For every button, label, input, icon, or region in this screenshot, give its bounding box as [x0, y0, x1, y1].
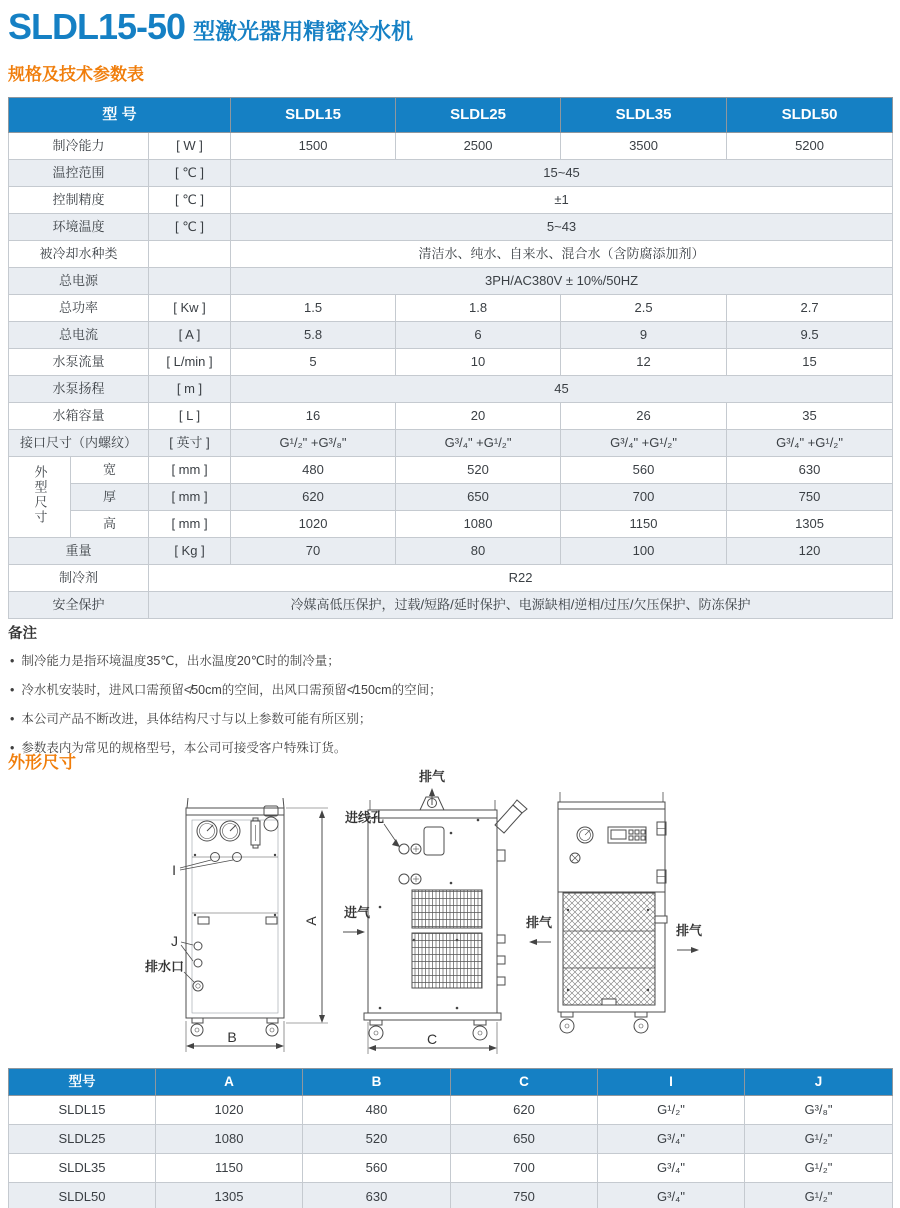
spec-value: 45	[231, 376, 893, 403]
spec-param-name: 水泵扬程	[9, 376, 149, 403]
spec-unit: [ L/min ]	[149, 349, 231, 376]
spec-row	[9, 430, 893, 457]
spec-row	[9, 565, 893, 592]
spec-unit	[149, 268, 231, 295]
spec-unit: [ mm ]	[149, 484, 231, 511]
dim-model: SLDL50	[9, 1183, 156, 1208]
spec-value: 120	[727, 538, 893, 565]
spec-value: ±1	[231, 187, 893, 214]
spec-header-row	[9, 98, 893, 133]
rear-view-drawing	[526, 792, 703, 1033]
spec-value: 6	[396, 322, 561, 349]
dimension-table	[8, 1068, 893, 1208]
spec-value: 1.8	[396, 295, 561, 322]
spec-col-sldl15: SLDL15	[231, 98, 396, 133]
side-dim-c-label: C	[426, 1031, 438, 1047]
spec-unit: [ ℃ ]	[149, 187, 231, 214]
spec-value: 1500	[231, 133, 396, 160]
page-title-suffix: 型激光器用精密冷水机	[193, 19, 414, 44]
spec-param-name: 制冷能力	[9, 133, 149, 160]
spec-param-name: 宽	[71, 457, 149, 484]
dim-value: G¹/₂"	[745, 1125, 893, 1154]
dim-value: 520	[303, 1125, 451, 1154]
side-intake-label: 进气	[343, 905, 371, 920]
spec-value: 1150	[561, 511, 727, 538]
spec-value: 5~43	[231, 214, 893, 241]
dim-col-i: I	[598, 1069, 745, 1096]
spec-value: 9.5	[727, 322, 893, 349]
dim-value: G³/₈"	[745, 1096, 893, 1125]
spec-param-name: 被冷却水种类	[9, 241, 149, 268]
spec-unit: [ L ]	[149, 403, 231, 430]
spec-value: 650	[396, 484, 561, 511]
spec-table	[8, 97, 893, 619]
front-view-drawing	[145, 798, 284, 1052]
spec-row	[9, 511, 893, 538]
spec-unit: [ mm ]	[149, 457, 231, 484]
spec-value: 750	[727, 484, 893, 511]
dim-row	[9, 1154, 893, 1183]
spec-unit: [ mm ]	[149, 511, 231, 538]
spec-row	[9, 322, 893, 349]
spec-row	[9, 160, 893, 187]
spec-param-name: 总功率	[9, 295, 149, 322]
spec-value: G³/₄" +G¹/₂"	[396, 430, 561, 457]
dim-value: G¹/₂"	[598, 1096, 745, 1125]
dim-value: 630	[303, 1183, 451, 1208]
dim-row	[9, 1183, 893, 1208]
spec-param-name: 总电源	[9, 268, 149, 295]
spec-row	[9, 241, 893, 268]
spec-table-body	[9, 133, 893, 619]
spec-value: 5	[231, 349, 396, 376]
spec-section-heading: 规格及技术参数表	[8, 65, 144, 84]
dim-header-row	[9, 1069, 893, 1096]
front-drain-label: 排水口	[144, 959, 184, 974]
dim-value: 1305	[156, 1183, 303, 1208]
dim-value: 700	[451, 1154, 598, 1183]
spec-row	[9, 484, 893, 511]
dim-value: G³/₄"	[598, 1154, 745, 1183]
note-item: • 本公司产品不断改进，具体结构尺寸与以上参数可能有所区别；	[10, 709, 888, 727]
spec-value: 1305	[727, 511, 893, 538]
spec-value: 1080	[396, 511, 561, 538]
spec-row	[9, 295, 893, 322]
dim-value: 620	[451, 1096, 598, 1125]
dim-col-c: C	[451, 1069, 598, 1096]
spec-value: 5.8	[231, 322, 396, 349]
spec-value: 15~45	[231, 160, 893, 187]
dim-value: 750	[451, 1183, 598, 1208]
spec-param-name: 制冷剂	[9, 565, 149, 592]
dim-col-model: 型号	[9, 1069, 156, 1096]
spec-value: 480	[231, 457, 396, 484]
spec-row	[9, 403, 893, 430]
dim-row	[9, 1096, 893, 1125]
spec-param-name: 厚	[71, 484, 149, 511]
spec-value: G³/₄" +G¹/₂"	[561, 430, 727, 457]
front-port-i-label: I	[172, 862, 176, 878]
spec-param-name: 控制精度	[9, 187, 149, 214]
dim-model: SLDL15	[9, 1096, 156, 1125]
spec-unit: [ Kg ]	[149, 538, 231, 565]
spec-value: 20	[396, 403, 561, 430]
spec-unit: [ m ]	[149, 376, 231, 403]
note-item: • 冷水机安装时，进风口需预留≮50cm的空间，出风口需预留≮150cm的空间；	[10, 680, 888, 698]
spec-value: 12	[561, 349, 727, 376]
dim-table-body	[9, 1096, 893, 1208]
spec-param-name: 高	[71, 511, 149, 538]
front-dim-b-label: B	[227, 1029, 237, 1045]
spec-value: 520	[396, 457, 561, 484]
dim-value: G³/₄"	[598, 1125, 745, 1154]
dim-value: G¹/₂"	[745, 1154, 893, 1183]
spec-value: 2.5	[561, 295, 727, 322]
side-exhaust-label: 排气	[418, 769, 446, 784]
spec-value: 清洁水、纯水、自来水、混合水（含防腐添加剂）	[231, 241, 893, 268]
dim-value: 1020	[156, 1096, 303, 1125]
spec-value: 10	[396, 349, 561, 376]
spec-row	[9, 592, 893, 619]
page-title	[8, 6, 413, 48]
dim-value: 1150	[156, 1154, 303, 1183]
spec-value: 3PH/AC380V ± 10%/50HZ	[231, 268, 893, 295]
dim-row	[9, 1125, 893, 1154]
dim-model: SLDL25	[9, 1125, 156, 1154]
spec-param-name: 环境温度	[9, 214, 149, 241]
front-port-j-label: J	[171, 933, 178, 949]
dim-value: G³/₄"	[598, 1183, 745, 1208]
spec-value: 80	[396, 538, 561, 565]
dim-value: 560	[303, 1154, 451, 1183]
spec-row	[9, 187, 893, 214]
page-title-model: SLDL15-50	[8, 6, 186, 47]
notes-heading: 备注	[8, 626, 37, 642]
note-item: • 制冷能力是指环境温度35℃，出水温度20℃时的制冷量；	[10, 651, 888, 669]
spec-value: R22	[149, 565, 893, 592]
dim-col-j: J	[745, 1069, 893, 1096]
spec-row	[9, 349, 893, 376]
spec-value: 冷媒高低压保护，过载/短路/延时保护、电源缺相/逆相/过压/欠压保护、防冻保护	[149, 592, 893, 619]
notes-section	[8, 622, 888, 767]
spec-value: 2.7	[727, 295, 893, 322]
spec-unit: [ ℃ ]	[149, 214, 231, 241]
spec-unit: [ W ]	[149, 133, 231, 160]
dim-value: 480	[303, 1096, 451, 1125]
spec-col-sldl35: SLDL35	[561, 98, 727, 133]
spec-row	[9, 133, 893, 160]
spec-row	[9, 268, 893, 295]
spec-value: 1.5	[231, 295, 396, 322]
dim-value: G¹/₂"	[745, 1183, 893, 1208]
spec-value: 630	[727, 457, 893, 484]
spec-value: 2500	[396, 133, 561, 160]
spec-value: 5200	[727, 133, 893, 160]
spec-param-name: 总电流	[9, 322, 149, 349]
spec-value: 100	[561, 538, 727, 565]
spec-row	[9, 214, 893, 241]
spec-unit: [ Kw ]	[149, 295, 231, 322]
spec-unit	[149, 241, 231, 268]
rear-exhaust-right-label: 排气	[675, 923, 703, 938]
spec-col-sldl50: SLDL50	[727, 98, 893, 133]
dim-model: SLDL35	[9, 1154, 156, 1183]
spec-value: 70	[231, 538, 396, 565]
side-view-drawing	[343, 769, 527, 1054]
spec-row	[9, 538, 893, 565]
spec-value: 1020	[231, 511, 396, 538]
spec-value: 26	[561, 403, 727, 430]
spec-value: 35	[727, 403, 893, 430]
spec-unit: [ ℃ ]	[149, 160, 231, 187]
spec-group-label: 外型尺寸	[9, 457, 71, 538]
spec-value: 620	[231, 484, 396, 511]
dim-value: 1080	[156, 1125, 303, 1154]
dim-col-b: B	[303, 1069, 451, 1096]
spec-value: 700	[561, 484, 727, 511]
spec-row	[9, 457, 893, 484]
dimensions-section-heading: 外形尺寸	[8, 753, 76, 772]
spec-param-name: 水箱容量	[9, 403, 149, 430]
dim-a-drawing	[286, 808, 328, 1023]
spec-row	[9, 376, 893, 403]
spec-value: 3500	[561, 133, 727, 160]
dim-col-a: A	[156, 1069, 303, 1096]
side-cable-entry-label: 进线孔	[344, 810, 384, 825]
dim-a-label: A	[303, 916, 319, 926]
spec-col-sldl25: SLDL25	[396, 98, 561, 133]
spec-value: 16	[231, 403, 396, 430]
spec-value: 9	[561, 322, 727, 349]
spec-param-name: 安全保护	[9, 592, 149, 619]
spec-unit: [ 英寸 ]	[149, 430, 231, 457]
notes-list	[8, 651, 888, 756]
spec-param-name: 水泵流量	[9, 349, 149, 376]
spec-unit: [ A ]	[149, 322, 231, 349]
spec-col-model-label: 型 号	[9, 98, 231, 133]
dimension-drawings	[8, 765, 892, 1061]
rear-exhaust-left-label: 排气	[525, 915, 553, 930]
spec-value: G³/₄" +G¹/₂"	[727, 430, 893, 457]
spec-param-name: 重量	[9, 538, 149, 565]
dimension-drawings-svg	[8, 765, 892, 1061]
dim-value: 650	[451, 1125, 598, 1154]
spec-value: 560	[561, 457, 727, 484]
note-item: • 参数表内为常见的规格型号，本公司可接受客户特殊订货。	[10, 738, 888, 756]
spec-param-name: 温控范围	[9, 160, 149, 187]
spec-value: 15	[727, 349, 893, 376]
spec-param-name: 接口尺寸（内螺纹）	[9, 430, 149, 457]
spec-value: G¹/₂" +G³/₈"	[231, 430, 396, 457]
